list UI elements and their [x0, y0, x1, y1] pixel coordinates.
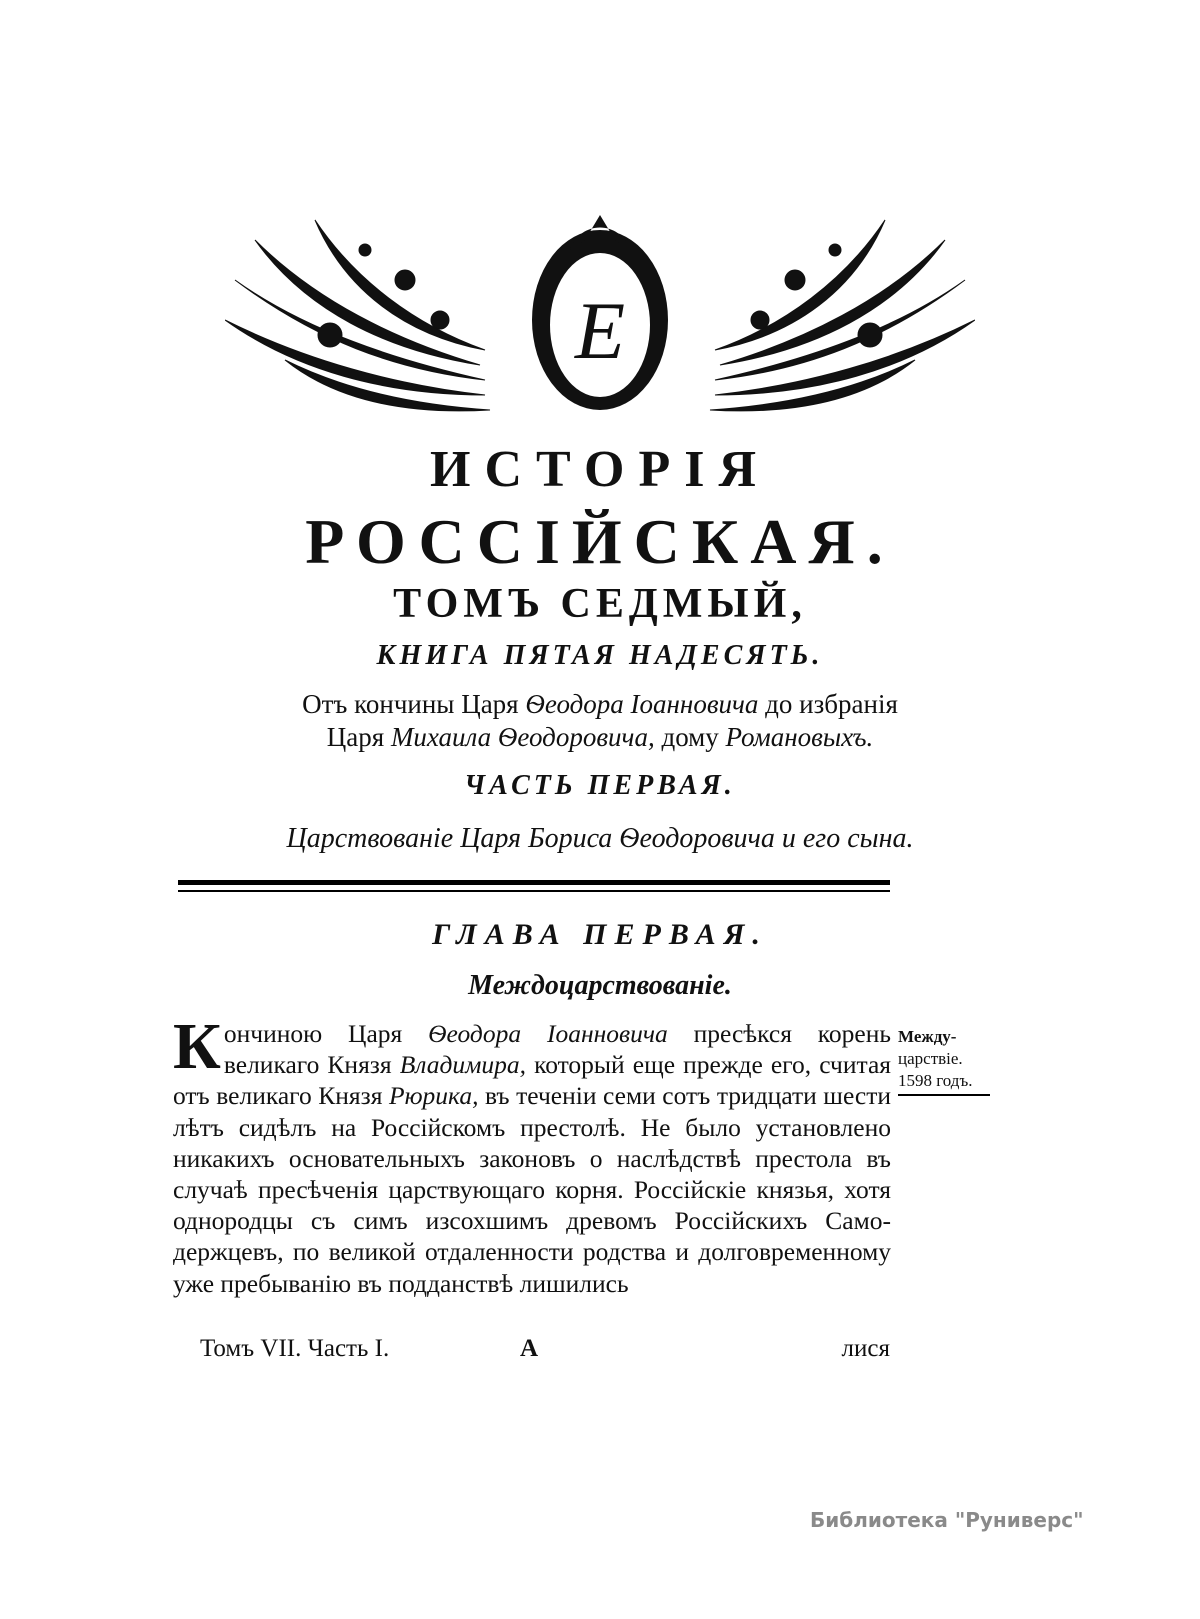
- chapter-title: ГЛАВА ПЕРВАЯ.: [432, 918, 768, 951]
- part-title: ЧАСТЬ ПЕРВАЯ.: [464, 770, 736, 801]
- subtitle-line-2: Царя Михаила Ѳеодоровича, дому Романовыхъ.: [326, 722, 874, 752]
- monogram: Е: [574, 285, 626, 376]
- library-watermark: Библиотека "Руниверс": [810, 1508, 1084, 1532]
- margin-note: [898, 1026, 993, 1092]
- chapter-subtitle: Междоцарствованіе.: [468, 970, 732, 1001]
- volume-title: ТОМЪ СЕДМЫЙ,: [393, 581, 807, 627]
- section-rule-thin: [178, 890, 890, 892]
- section-rule: [178, 880, 890, 885]
- footer-volume-part: Томъ VII. Часть I.: [200, 1335, 390, 1362]
- drop-cap: К: [173, 1010, 221, 1083]
- reign-title: Царствованіе Царя Бориса Ѳеодоровича и его сына.: [286, 823, 914, 854]
- book-title: КНИГА ПЯТАЯ НАДЕСЯТЬ.: [376, 640, 824, 671]
- ornament-headpiece: [225, 210, 975, 425]
- subtitle-line-1: Отъ кончины Царя Ѳеодора Іоанновича до избранія: [302, 689, 898, 719]
- margin-note-line: 1598 годъ.: [898, 1071, 973, 1090]
- margin-note-line: царствіе.: [898, 1049, 963, 1068]
- page-footer: [200, 1335, 890, 1365]
- title-line-1: ИСТОРІЯ: [430, 441, 770, 498]
- margin-note-line: Между-: [898, 1027, 957, 1046]
- body-text: Кончиною Царя Ѳеодора Іоанновича пресѣкся корень великаго Князя Владимира, который еще прежде его, считая отъ великаго Князя Рюрика, въ теченіи семи сотъ тридцати шести лѣтъ сидѣлъ на Россійскомъ престолѣ. Не было установлено никакихъ основательныхъ законовъ о наслѣдствѣ престола въ случаѣ пресѣченія царствующаго корня. Россійскіе князья, хотя однородцы съ симъ изсохшимъ древомъ Россійскихъ Самодержцевъ, по великой отдаленности родства и долговременному уже пребыванію въ подданствѣ лишились: [173, 1010, 891, 1298]
- subtitle: [190, 688, 1010, 754]
- footer-signature: А: [520, 1335, 539, 1362]
- margin-note-rule: [898, 1094, 990, 1096]
- title-line-2: РОССІЙСКАЯ.: [305, 506, 895, 577]
- footer-catchword: лися: [841, 1335, 890, 1362]
